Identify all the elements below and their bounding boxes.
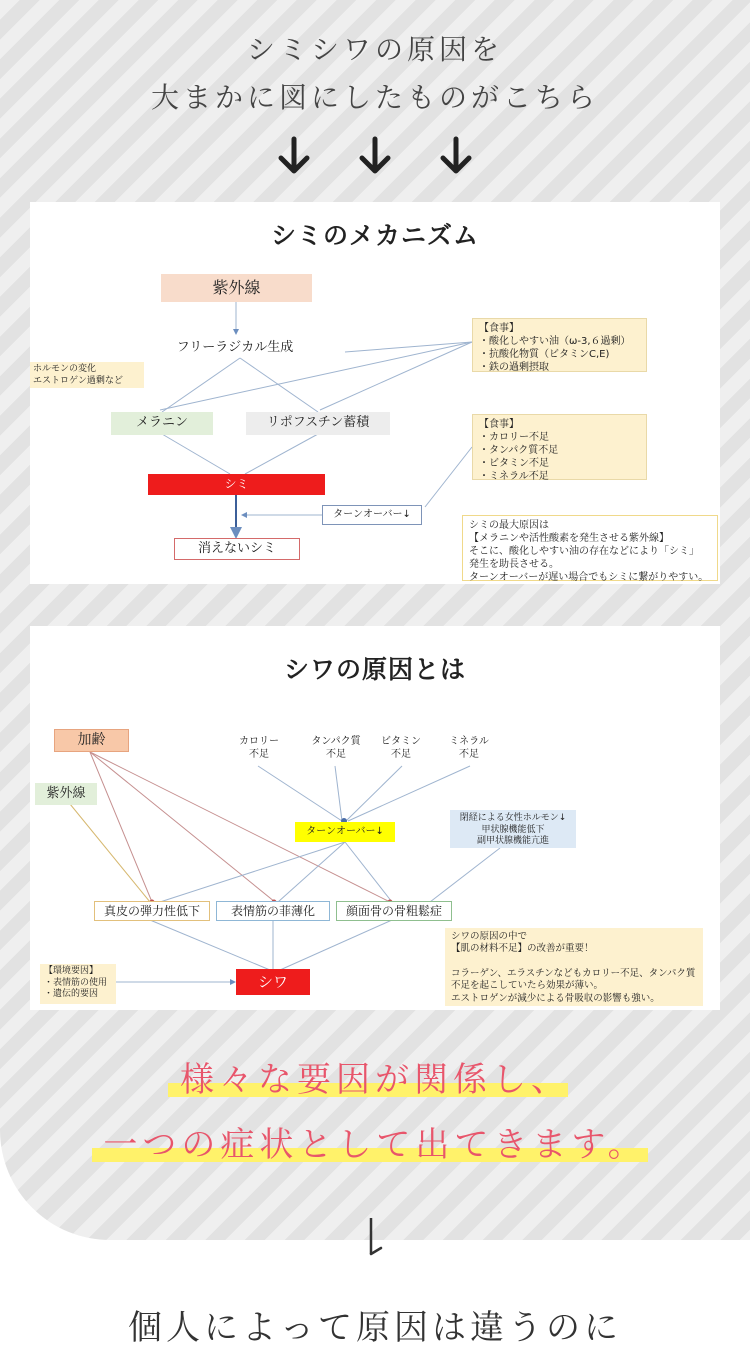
aging-box: 加齢 xyxy=(54,729,129,752)
message-line-1: 様々な要因が関係し、 xyxy=(180,1060,570,1100)
bone-box: 顔面骨の骨粗鬆症 xyxy=(336,901,452,921)
hormone-note: ホルモンの変化 エストロゲン過剰など xyxy=(30,362,144,388)
shimi-summary-note: シミの最大原因は 【メラニンや活性酸素を発生させる紫外線】 そこに、酸化しやすい油の存在などにより「シミ」 発生を助長させる。 ターンオーバーが遅い場合でもシミに繋がりやすい。 xyxy=(462,515,718,581)
down-arrow-icon xyxy=(438,136,474,176)
lipofuscin-box: リポフスチン蓄積 xyxy=(246,412,390,435)
intro-line-1: シミシワの原因を xyxy=(246,33,503,66)
muscle-box: 表情筋の菲薄化 xyxy=(216,901,330,921)
bottom-text: 個人によって原因は違うのに xyxy=(128,1308,622,1348)
intro-line-2: 大まかに図にしたものがこちら xyxy=(150,81,599,114)
calorie-deficiency-label: カロリー 不足 xyxy=(239,736,279,760)
vitamin-deficiency-label: ビタミン 不足 xyxy=(381,736,421,760)
shimi-mechanism-panel xyxy=(30,202,720,584)
uv-box-2: 紫外線 xyxy=(35,783,97,805)
shiwa-cause-panel xyxy=(30,626,720,1010)
mineral-deficiency-label: ミネラル 不足 xyxy=(449,736,489,760)
shiwa-summary-note: シワの原因の中で 【肌の材料不足】の改善が重要！ コラーゲン、エラスチンなどもカロリー不足、タンパク質不足を起こしていたら効果が薄い。 エストロゲンが減少による骨吸収の影響も強い。 xyxy=(445,928,703,1006)
free-radical-label: フリーラジカル生成 xyxy=(176,340,294,355)
diet-note-deficiency: 【食事】 ・カロリー不足 ・タンパク質不足 ・ビタミン不足 ・ミネラル不足 xyxy=(472,414,647,480)
permanent-shimi-box: 消えないシミ xyxy=(174,538,300,560)
turnover-box-2: ターンオーバー↓ xyxy=(295,822,395,842)
dermis-box: 真皮の弾力性低下 xyxy=(94,901,210,921)
message-line-2: 一つの症状として出てきます。 xyxy=(103,1125,647,1165)
down-arrow-icon xyxy=(276,136,312,176)
protein-deficiency-label: タンパク質 不足 xyxy=(311,736,361,760)
diet-note-oil: 【食事】 ・酸化しやすい油（ω-3,６過剰） ・抗酸化物質（ビタミンC,E) ・鉄の過剰摂取 xyxy=(472,318,647,372)
down-corner-arrow-icon xyxy=(367,1216,383,1260)
turnover-box: ターンオーバー↓ xyxy=(322,505,422,525)
shimi-title: シミのメカニズム xyxy=(270,221,479,250)
environment-note: 【環境要因】 ・表情筋の使用 ・遺伝的要因 xyxy=(40,964,116,1004)
shiwa-title: シワの原因とは xyxy=(283,655,466,684)
melanin-box: メラニン xyxy=(111,412,213,435)
down-arrow-icon xyxy=(357,136,393,176)
shimi-box: シミ xyxy=(148,474,325,495)
shiwa-box: シワ xyxy=(236,969,310,995)
hormone-note-2: 閉経による女性ホルモン↓ 甲状腺機能低下 副甲状腺機能亢進 xyxy=(450,810,576,848)
uv-box: 紫外線 xyxy=(161,274,312,302)
